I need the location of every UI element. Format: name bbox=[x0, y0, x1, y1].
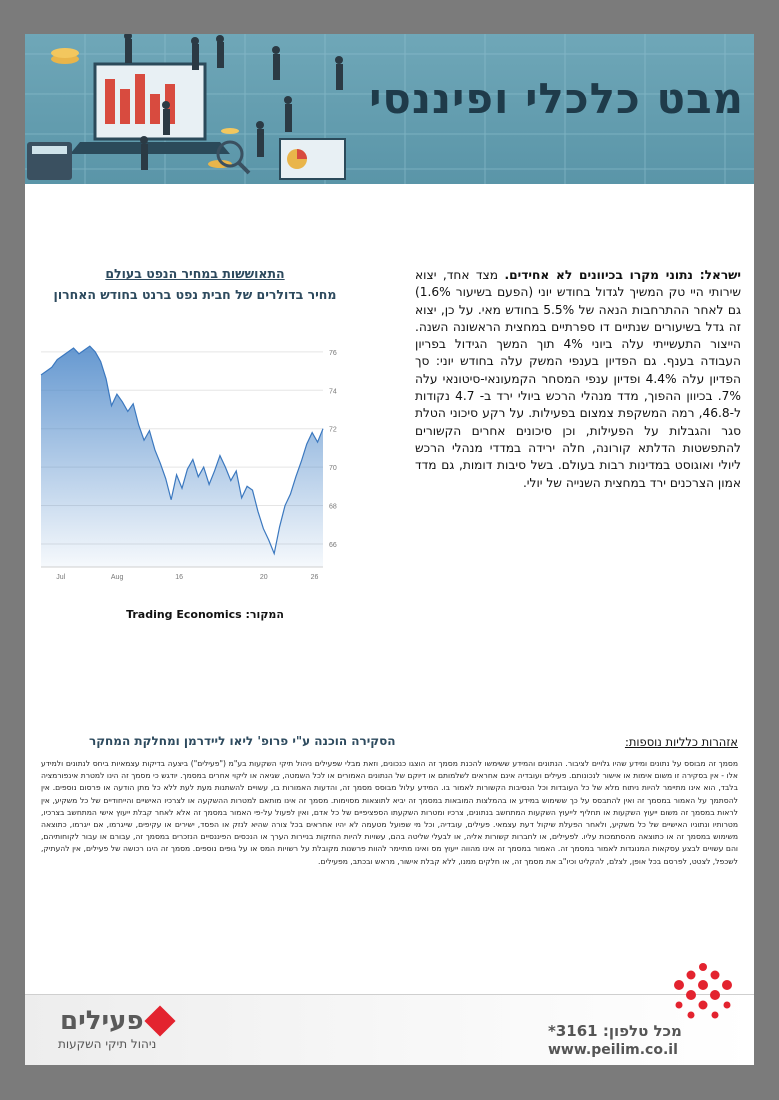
x-tick-label: 16 bbox=[175, 574, 184, 581]
series-area bbox=[41, 346, 323, 567]
footer-website[interactable]: www.peilim.co.il bbox=[548, 1042, 678, 1058]
chart-title: התאוששות במחיר הנפט בעולם bbox=[105, 266, 285, 281]
x-tick-label: 20 bbox=[259, 574, 268, 581]
y-tick-label: 68 bbox=[329, 503, 337, 511]
article-lead: ישראל: נתוני מקרו בכיוונים לא אחידים. bbox=[504, 268, 742, 282]
x-tick-label: 26 bbox=[310, 574, 319, 581]
brand-diamond-icon bbox=[143, 1004, 177, 1038]
y-tick-label: 66 bbox=[329, 541, 337, 549]
chart-source bbox=[115, 608, 295, 621]
banner-title: מבט כלכלי ופיננסי bbox=[369, 74, 744, 123]
chart-subtitle: מחיר בדולרים של חבית נפט ברנט בחודש האחרון bbox=[53, 287, 337, 302]
footer-phone: מכל טלפון: 3161* bbox=[548, 1022, 682, 1040]
brand-name: פעילים bbox=[60, 1006, 144, 1036]
y-tick-label: 76 bbox=[329, 349, 337, 357]
report-page bbox=[25, 34, 754, 1065]
disclaimer-text: מסמך זה מבוסס על נתונים ומידע שהיו גלויים לציבור. הנתונים והמידע ששימשו להכנת מסמך זה הוצגו כנכונים, וזאת מבלי שפעילים ניהול תיקי השקעות בע"מ ("פעילים") ביצעה בדיקות עצמאיות ביחס לנתונים ולמידע אלו - אין בסקירה זו משום אימות או אישור לנכונותם. פעילים ועובדיה אינם אחראים לשלמותם או דיוקם של הנתונים האמורים או לכל השמטה, שגיאה או ליקוי אחרים במסמך. יודגש כי מסמך זה הינו למטרת אינפורמציה בלבד, הוא אינו מתיימר להיות ניתוח מלא של כל העובדות וכל הנסיבות הקשורות לאמור בו. המידע עלול מבוסס מסמך זה, והדעות האמורות בו, עשויים להשתנות מעת לעת ללא כל מתן הודעה או פרסום נוספים. אין להסתמך על האמור במסמך זה ואין להתבסס על כך ששימוש במידע או בהמלצות המובאות במסמך זה יביא לתוצאות מסוימות. מסמך זה אינו מותאם למטרות ההשקעה או לצרכיו האישיים והייחודיים של כל משקיע, אין לראות במסמך זה משום ייעוץ השקעות או תחליף לייעוץ השקעות המתחשב בנתונים, צרכיו ומטרות השקעתו הספציפיים של כל אדם, ואין לפעול על-פי האמור במסמך זה אלא לאחר קבלת ייעוץ אישי המתחשב בצרכיו, מטרותיו ונתוניו האישיים של כל משקיע, ולאחר הפעלת שיקול דעת עצמאי. פעילים, עובדיה, וכל מי שפועל מטעמה לא יהיו אחראים בכל צורה שהיא לנזק או הפסד, ישירים או עקיפים, שייגרמו, אם ייגרמו, כתוצאה משימוש במסמך זה או כתוצאה מהסתמכות עליו. לפעילים, או לחברות קשורות אליה, או לבעלי שליטה בהם, עשויות להיות החזקות בניירות הערך או הנכסים הפיננסיים הנזכרים במסמך זה, עבורם או עבור לקוחותיהם, והם עשויים לבצע עסקאות המנוגדות לאמור במסמך זה. האמור במסמך זה אינו מהווה ייעוץ מס ואינו מתיימר להוות פרשנות מקובלת על רשויות המס או על גופים נוספים. מסמך זה הינו רכושה של פעילים, אין להעתיק, לשכפל, לצטט, לפרסם בכל אופן, לצלם, להקליט וכיו"ב את מסמך זה, או חלקים ממנו, ללא קבלת אישור, מראש ובכתב, מפעילים. bbox=[41, 759, 738, 866]
article-body: מצד אחד, יצוא שירותי היי טק המשיך לגדול בחודש יוני (הפעם בשיעור 1.6%) גם לאחר ההתרחבות הנאה של 5.5% בחודש מאי. על כן, יצוא זה גדל בשיעורים שנתיים דו ספרתיים במחצית הראשונה השנה. הייצור התעשייתי עלה ביוני 4% תוך המשך הגידול בפריון העבודה בענף. גם הפדיון בענפי המשק עלה בחודש יוני: סך הפדיון עלה 4.4% ופדיון ענפי המסחר הקמעונאי-סיטונאי עלה 7%. בכיוון ההפוך, מדד מנהלי הרכש ביולי ירד ב- 4.7 נקודות ל-46.8, רמה המשקפת צמצום בפעילות. על רקע סיכוני הטלת סגר והגבלות על הפעילות, וכן סיכונים אחרים הקשורים להתפשטות הדלתא קורונה, חלה ירידה במדדי מנהלי הרכש ליולי ואוגוסט במדינות רבות בעולם. בשל סיבות דומות, גם מדד אמון הצרכנים ירד במחצית השנייה של יולי. bbox=[415, 268, 742, 490]
dots-logo-icon bbox=[663, 959, 743, 1029]
y-tick-label: 74 bbox=[329, 388, 337, 396]
brand-subtitle: ניהול תיקי השקעות bbox=[58, 1037, 157, 1051]
header-banner bbox=[25, 34, 754, 184]
source-name: Trading Economics bbox=[126, 608, 242, 621]
footer-divider bbox=[25, 994, 754, 995]
source-label: המקור: bbox=[245, 608, 284, 621]
y-tick-label: 72 bbox=[329, 426, 337, 434]
x-tick-label: Jul bbox=[56, 574, 66, 581]
x-tick-label: Aug bbox=[110, 574, 124, 581]
y-tick-label: 70 bbox=[329, 465, 337, 473]
disclaimer-heading: אזהרות כלליות נוספות: bbox=[624, 735, 738, 749]
oil-price-chart bbox=[33, 317, 348, 592]
chart-svg bbox=[33, 317, 348, 592]
prepared-by: הסקירה הוכנה ע"י פרופ' ליאו ליידרמן ומחלקת המחקר bbox=[89, 734, 396, 748]
article-text bbox=[415, 267, 741, 492]
